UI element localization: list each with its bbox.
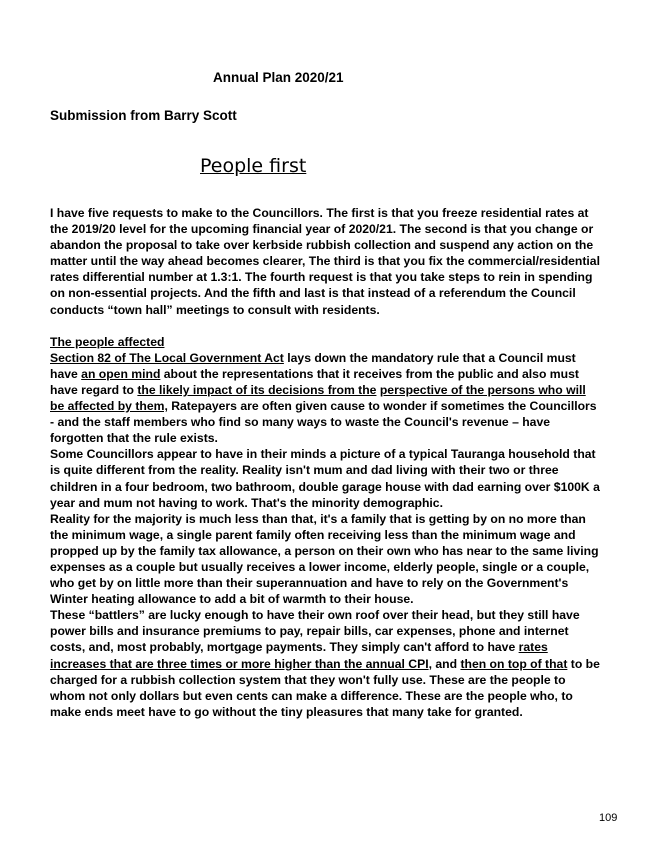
paragraph-gap — [50, 318, 602, 334]
submitter-line: Submission from Barry Scott — [50, 108, 237, 123]
on-top-phrase: then on top of that — [460, 656, 568, 671]
text-span: lays down the mandatory rule that a Council must have — [50, 350, 576, 381]
text-span: Ratepayers are often given cause to wonder if sometimes the Councillors - and the staff members who find so many ways to waste the Council's revenue – have forgotten that the rule exists. — [50, 399, 597, 446]
text-span: These “battlers” are lucky enough to have their own roof over their head, but they still have power bills and insurance premiums to pay, repair bills, car expenses, phone and internet costs, and, most probably, mortgage payments. They simply can't afford to have — [50, 608, 580, 655]
document-body — [50, 205, 602, 720]
plan-title: Annual Plan 2020/21 — [213, 70, 344, 85]
act-reference: Section 82 of The Local Government Act — [50, 350, 284, 365]
section-heading: The people affected — [50, 334, 165, 349]
page-heading: People first — [200, 155, 307, 177]
paragraph-majority: Reality for the majority is much less than that, it's a family that is getting by on no more than the minimum wage, a single parent family often receiving less than the minimum wage and propped up by the family tax allowance, a person on their own who has near to the same living expenses as a couple but usually receives a lower income, elderly people, single or a couple, who get by on little more than their superannuation and have to rely on the Government's Winter heating allowance to add a bit of warmth to their house. — [50, 511, 599, 607]
paragraph-household: Some Councillors appear to have in their minds a picture of a typical Tauranga household that is quite different from the reality. Reality isn't mum and dad living with their two or three children in a four bedroom, two bathroom, double garage house with dad earning over $100K a year and mum not having to work. That's the minority demographic. — [50, 447, 600, 510]
paragraph-battlers — [50, 607, 602, 720]
text-span: about the representations that it receives from the public and also must have regard to — [50, 366, 579, 397]
intro-paragraph: I have five requests to make to the Councillors. The first is that you freeze residential rates at the 2019/20 level for the upcoming financial year of 2020/21. The second is that you change or abandon the proposal to take over kerbside rubbish collection and suspend any action on the matter until the way ahead becomes clearer, The third is that you fix the commercial/residential rates differential number at 1.3:1. The fourth request is that you take steps to rein in spending on non-essential projects. And the fifth and last is that instead of a referendum the Council conducts “town hall” meetings to consult with residents. — [50, 206, 600, 317]
open-mind-phrase: an open mind — [81, 366, 161, 381]
text-span: to be charged for a rubbish collection system that they won't fully use. These are the people to whom not only dollars but even cents can make a difference. These are the people who, to make ends meet have to go without the tiny pleasures that many take for granted. — [50, 656, 600, 719]
page-number: 109 — [599, 812, 618, 824]
text-span: , and — [428, 656, 461, 671]
rates-increases-phrase: rates increases that are three times or more higher than the annual CPI — [50, 640, 548, 671]
perspective-phrase: perspective of the persons who will be affected by them, — [50, 382, 586, 414]
likely-impact-phrase: the likely impact of its decisions from the — [137, 382, 377, 397]
paragraph-section-82 — [50, 350, 602, 447]
